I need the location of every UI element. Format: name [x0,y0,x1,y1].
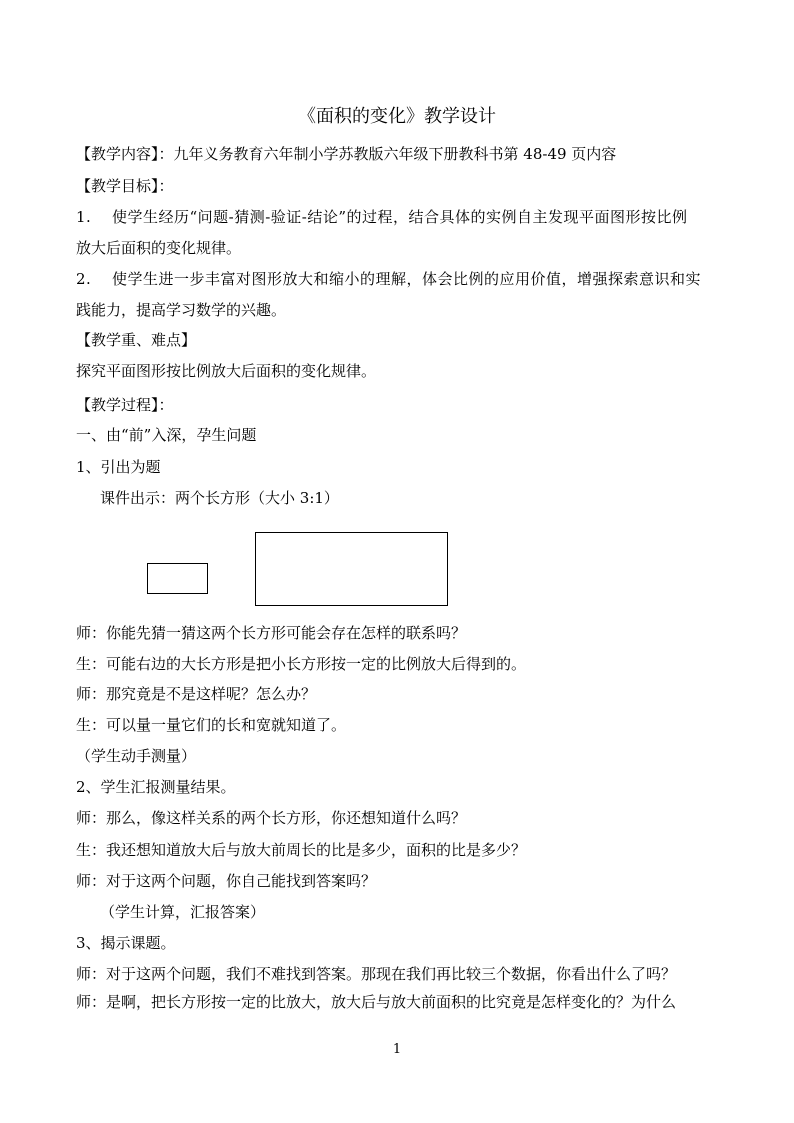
teaching-content-label: 【教学内容】： [76,145,174,163]
large-rectangle [255,532,448,606]
goal-1-line-2: 放大后面积的变化规律。 [76,239,242,257]
teaching-process-heading: 【教学过程】： [76,396,174,414]
goal-2-text: 使学生进一步丰富对图形放大和缩小的理解，体会比例的应用价值，增强探索意识和实 [112,270,702,288]
dialogue-line-9: 师：对于这两个问题，你自己能找到答案吗？ [76,872,377,890]
dialogue-line-3: 师：那究竟是不是这样呢？怎么办？ [76,685,317,703]
dialogue-line-2: 生：可能右边的大长方形是把小长方形按一定的比例放大后得到的。 [76,655,527,673]
teaching-goals-heading: 【教学目标】： [76,177,174,195]
goal-1-text: 使学生经历“问题-猜测-验证-结论”的过程，结合具体的实例自主发现平面图形按比例 [112,208,688,226]
key-points-heading: 【教学重、难点】 [76,331,197,349]
step-1-heading: 1、引出为题 [76,458,161,476]
final-line-2: 师：是啊，把长方形按一定的比放大，放大后与放大前面积的比究竟是怎样变化的？为什么 [76,993,677,1011]
goal-2-line-2: 践能力，提高学习数学的兴趣。 [76,301,287,319]
goal-2-line-1 [76,269,701,289]
dialogue-line-4: 生：可以量一量它们的长和宽就知道了。 [76,716,347,734]
dialogue-line-7: 师：那么，像这样关系的两个长方形，你还想知道什么吗？ [76,809,467,827]
goal-2-number: 2. [76,270,92,288]
step-3-heading: 3、揭示课题。 [76,934,176,952]
dialogue-line-6: 2、学生汇报测量结果。 [76,778,236,796]
teaching-content-text: 九年义务教育六年制小学苏教版六年级下册教科书第 48-49 页内容 [173,145,617,163]
student-calculation-note: （学生计算，汇报答案） [100,903,266,921]
section-1-heading: 一、由“前”入深，孕生问题 [76,426,257,444]
goal-1-line-1 [76,207,688,227]
key-points-text: 探究平面图形按比例放大后面积的变化规律。 [76,362,377,380]
page-number: 1 [392,1042,402,1057]
document-title: 《面积的变化》教学设计 [298,106,496,127]
dialogue-line-5: （学生动手测量） [76,747,197,765]
final-line-1: 师：对于这两个问题，我们不难找到答案。那现在我们再比较三个数据，你看出什么了吗？ [76,965,677,983]
dialogue-line-1: 师：你能先猜一猜这两个长方形可能会存在怎样的联系吗？ [76,624,467,642]
dialogue-line-8: 生：我还想知道放大后与放大前周长的比是多少，面积的比是多少？ [76,841,527,859]
courseware-note: 课件出示：两个长方形（大小 3:1） [100,489,339,507]
teaching-content [76,144,616,164]
small-rectangle [147,563,208,594]
goal-1-number: 1. [76,208,92,226]
